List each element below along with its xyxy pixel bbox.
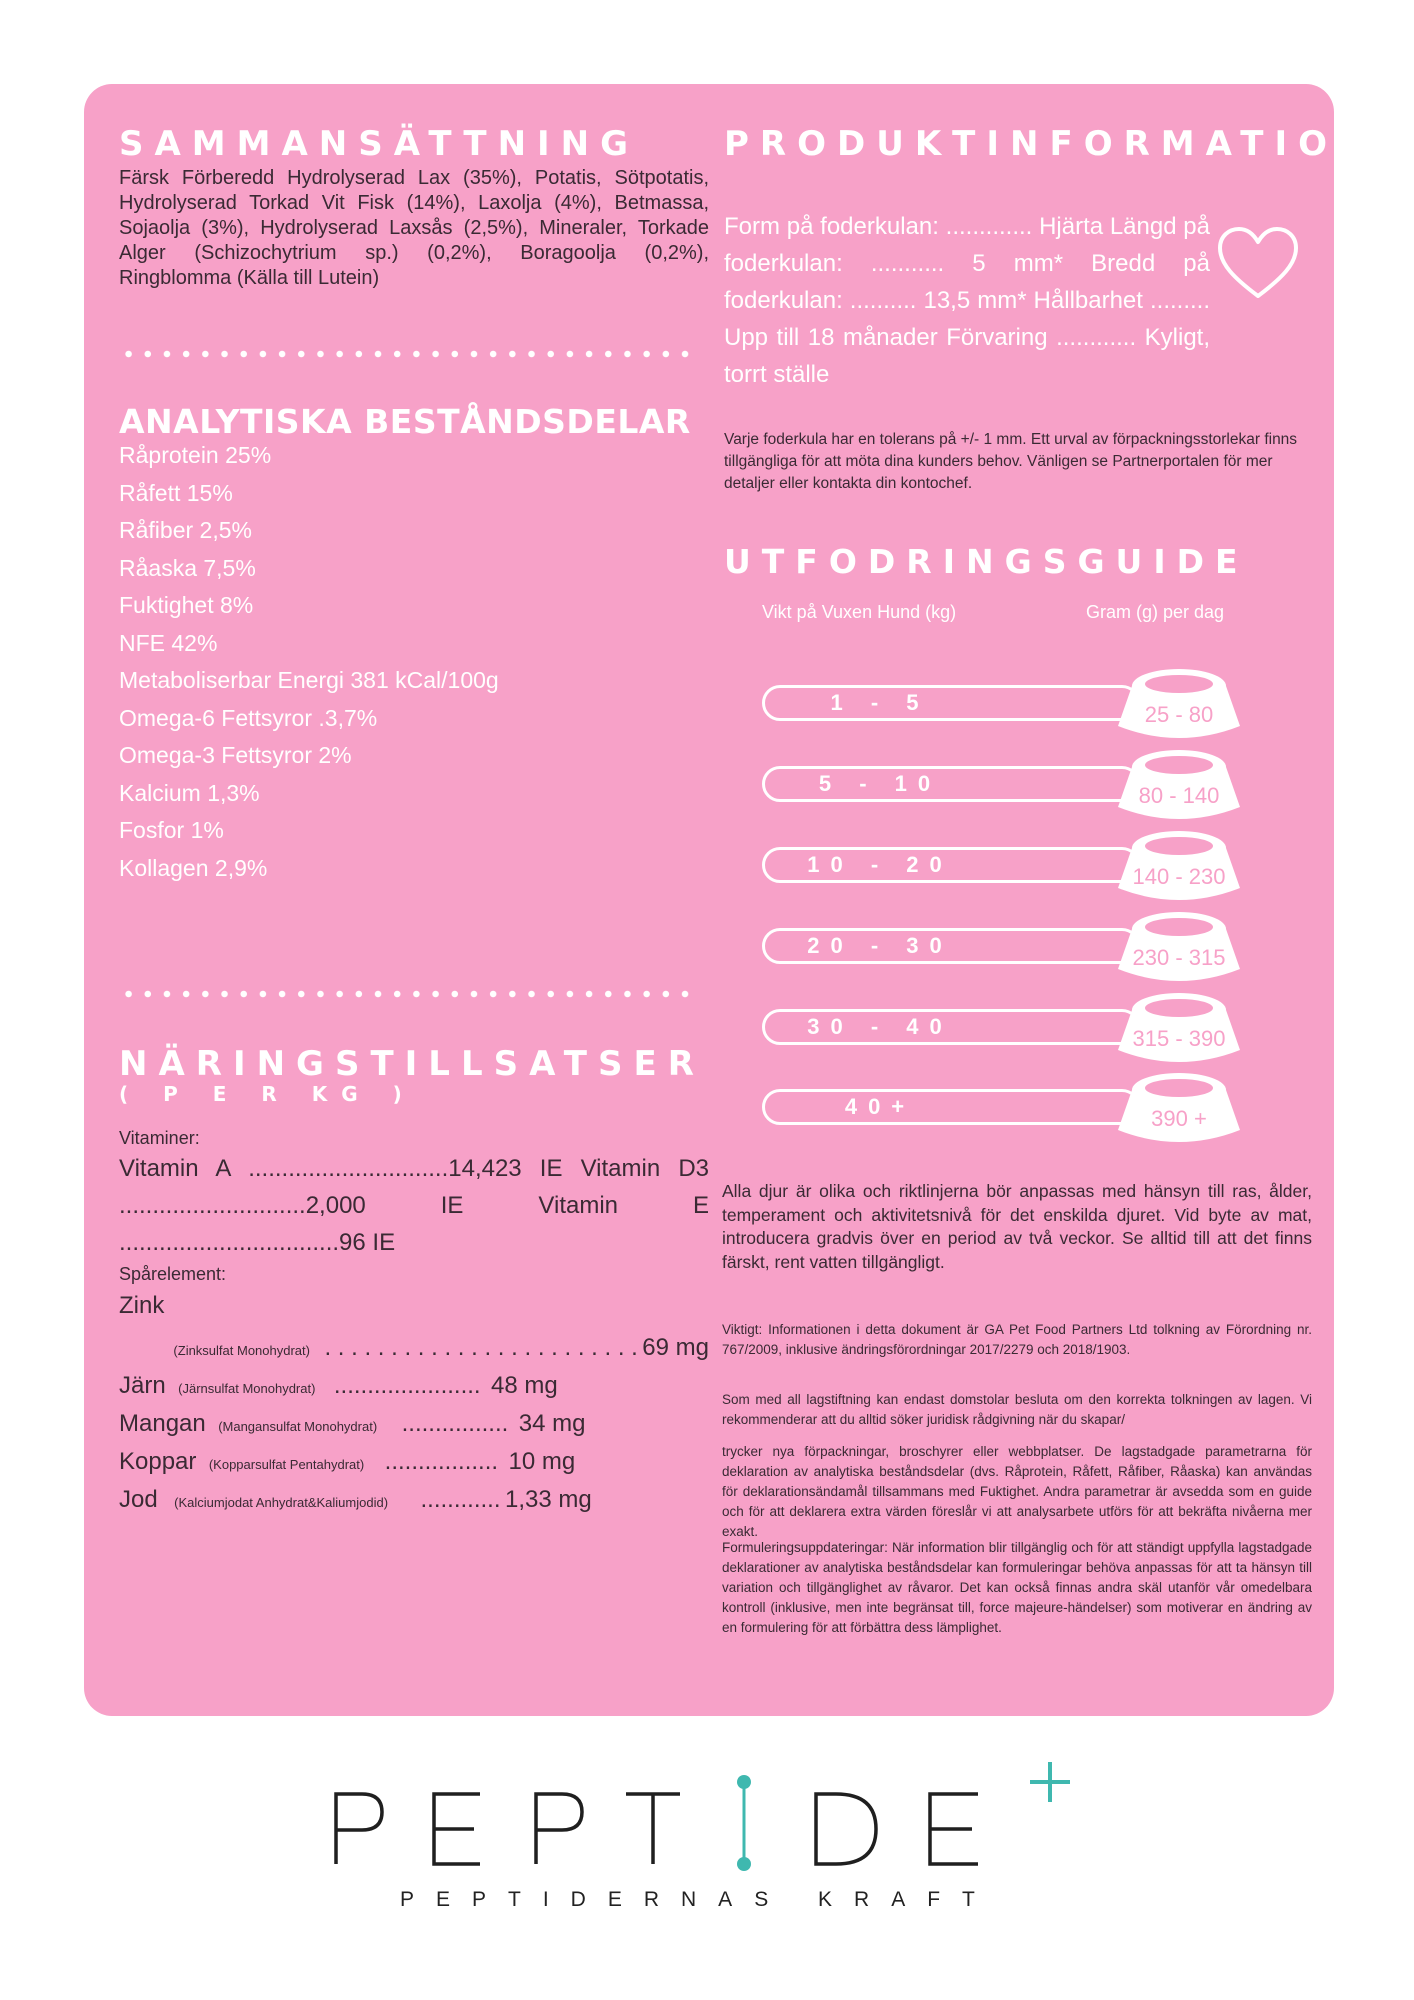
weight-range-bar [762, 847, 1140, 883]
analytical-heading: ANALYTISKA BESTÅNDSDELAR [119, 402, 691, 441]
analytical-list [119, 440, 499, 890]
analytical-item: Kollagen 2,9% [119, 854, 268, 881]
weight-range-label: 1 - 5 [830, 690, 930, 715]
grams-label: 230 - 315 [1132, 945, 1226, 970]
analytical-item: Fosfor 1% [119, 817, 224, 843]
mineral-row [119, 1486, 709, 1514]
analytical-item: Fuktighet 8% [119, 592, 254, 618]
mineral-dots: ................. [384, 1448, 499, 1475]
mineral-row [119, 1372, 709, 1400]
mineral-source: (Järnsulfat Monohydrat) [178, 1381, 316, 1396]
weight-range-label: 10 - 20 [807, 852, 953, 877]
mineral-source: (Kalciumjodat Anhydrat&Kaliumjodid) [174, 1495, 389, 1510]
mineral-value: 34 mg [518, 1410, 586, 1437]
analytical-item: Metaboliserbar Energi 381 kCal/100g [119, 667, 499, 693]
care-note: Alla djur är olika och riktlinjerna bör anpassas med hänsyn till ras, ålder, temperament och aktivitetsnivå för det enskilda djuret. Vid byte av mat, introducera gradvis över en period av två veckor. Se alltid till att det finns färskt, rent vatten tillgängligt. [722, 1181, 1312, 1272]
analytical-item: NFE 42% [119, 629, 218, 656]
weight-range-label: 20 - 30 [807, 933, 953, 958]
legal-note: Viktigt: Informationen i detta dokument är GA Pet Food Partners Ltd tolkning av Förordning nr. 767/2009, inklusive ändringsförordningar 2017/2279 och 2018/1903. [722, 1322, 1312, 1357]
mineral-source: (Mangansulfat Monohydrat) [218, 1419, 378, 1434]
mineral-source: (Kopparsulfat Pentahydrat) [208, 1457, 365, 1472]
composition-text: Färsk Förberedd Hydrolyserad Lax (35%), Potatis, Sötpotatis, Hydrolyserad Torkad Vit Fisk (14%), Laxolja (4%), Betmassa, Sojaolja (3%), Hydrolyserad Laxsås (2,5%), Mineraler, Torkade Alger (Schizochytrium sp.) (0,2%), Boragoolja (0,2%), Ringblomma (Källa till Lutein) [119, 167, 709, 289]
mineral-row [119, 1448, 709, 1476]
zink-row [119, 1334, 709, 1362]
weight-range-bar [762, 1089, 1140, 1125]
analytical-item: Råaska 7,5% [119, 554, 256, 581]
peptide-logo [330, 1760, 1090, 1880]
analytical-item: Kalcium 1,3% [119, 779, 260, 806]
mineral-value: 1,33 mg [504, 1486, 592, 1513]
weight-range-label: 40+ [844, 1094, 916, 1119]
mineral-name: Koppar [119, 1448, 197, 1475]
weight-range-label: 30 - 40 [807, 1014, 953, 1039]
legal-note: Som med all lagstiftning kan endast domstolar besluta om den korrekta tolkningen av lagen. Vi rekommenderar att du alltid söker juridisk rådgivning när du skapar/ [722, 1392, 1312, 1427]
mineral-value: 48 mg [491, 1372, 558, 1399]
mineral-name: Mangan [119, 1410, 206, 1437]
vitamins-text: Vitamin A ..............................14,423 IE Vitamin D3 ............................2,000 IE Vitamin E .................................96 IE [119, 1155, 709, 1256]
analytical-item: Råfett 15% [119, 479, 233, 506]
mineral-row [119, 1410, 709, 1438]
trace-elements-label: Spårelement: [119, 1264, 227, 1284]
grams-label: 390 + [1151, 1106, 1207, 1131]
heart-icon [1214, 224, 1302, 304]
dotted-divider [119, 350, 694, 358]
zink-value: 69 mg [642, 1334, 709, 1361]
weight-range-bar [762, 766, 1140, 802]
grams-label: 140 - 230 [1132, 864, 1226, 889]
analytical-item: Omega-6 Fettsyror .3,7% [119, 704, 378, 731]
mineral-name: Järn [119, 1372, 166, 1399]
additives-subheading: ( P E R KG ) [119, 1082, 416, 1106]
grams-label: 315 - 390 [1132, 1026, 1226, 1051]
analytical-item: Råprotein 25% [119, 442, 272, 468]
product-info-heading: PRODUKTINFORMATION [724, 124, 1378, 164]
mineral-name: Jod [119, 1486, 158, 1513]
grams-column-header: Gram (g) per dag [1086, 602, 1225, 622]
weight-range-bar [762, 1009, 1140, 1045]
grams-label: 80 - 140 [1138, 783, 1220, 808]
weight-range-bar [762, 928, 1140, 964]
tolerance-note: Varje foderkula har en tolerans på +/- 1 mm. Ett urval av förpackningsstorlekar finns tillgängliga för att möta dina kunders behov. Vänligen se Partnerportalen för mer detaljer eller kontakta din kontochef. [724, 431, 1298, 492]
mineral-dots: ...................... [333, 1372, 481, 1399]
product-info-text: Form på foderkulan: ............. Hjärta Längd på foderkulan: ........... 5 mm* Bredd på foderkulan: .......... 13,5 mm* Hållbarhet ......... Upp till 18 månader Förvaring ............ Kyligt, torrt ställe [724, 213, 1210, 388]
zink-name: Zink [119, 1292, 165, 1319]
zink-source: (Zinksulfat Monohydrat) [173, 1343, 310, 1358]
additives-heading: NÄRINGSTILLSATSER [119, 1044, 705, 1084]
weight-range-label: 5 - 10 [818, 771, 942, 796]
grams-label: 25 - 80 [1144, 702, 1214, 727]
mineral-dots: ............ [420, 1486, 501, 1513]
dotted-divider [119, 990, 694, 998]
weight-range-bar [762, 685, 1140, 721]
mineral-dots: ................ [401, 1410, 509, 1437]
mineral-value: 10 mg [508, 1448, 576, 1475]
analytical-item: Råfiber 2,5% [119, 517, 252, 543]
weight-column-header: Vikt på Vuxen Hund (kg) [762, 602, 957, 622]
content-panel [84, 84, 1378, 1716]
brand-tagline: PEPTIDERNAS KRAFT [400, 1888, 997, 1911]
legal-note: trycker nya förpackningar, broschyrer eller webbplatser. De lagstadgade parametrarna för deklaration av analytiska beståndsdelar (dvs. Råprotein, Råfett, Råfiber, Råaska) kan användas för deklarationsändamål tillsammans med Fuktighet. Andra parametrar är avsedda som en guide och för att deklarera extra värden föreslår vi att analysarbete utförs för att bekräfta nivåerna mer exakt. [722, 1444, 1312, 1539]
analytical-item: Omega-3 Fettsyror 2% [119, 742, 352, 768]
legal-note: Formuleringsuppdateringar: När information blir tillgänglig och för att ständigt uppfylla lagstadgade deklarationer av analytiska beståndsdelar kan formuleringar behöva anpassas för att ta hänsyn till variation och tillgänglighet av råvaror. Det kan också finnas andra skäl utanför vår omedelbara kontroll (inklusive, men inte begränsat till, force majeure-händelser) som motiverar en ändring av en formulering för att förbättra dess lämplighet. [722, 1540, 1312, 1635]
feeding-guide-heading: UTFODRINGSGUIDE [724, 542, 1249, 581]
vitamins-label: Vitaminer: [119, 1128, 200, 1148]
composition-heading: SAMMANSÄTTNING [119, 124, 640, 164]
zink-dots: . . . . . . . . . . . . . . . . . . . . . . . . [324, 1334, 638, 1361]
